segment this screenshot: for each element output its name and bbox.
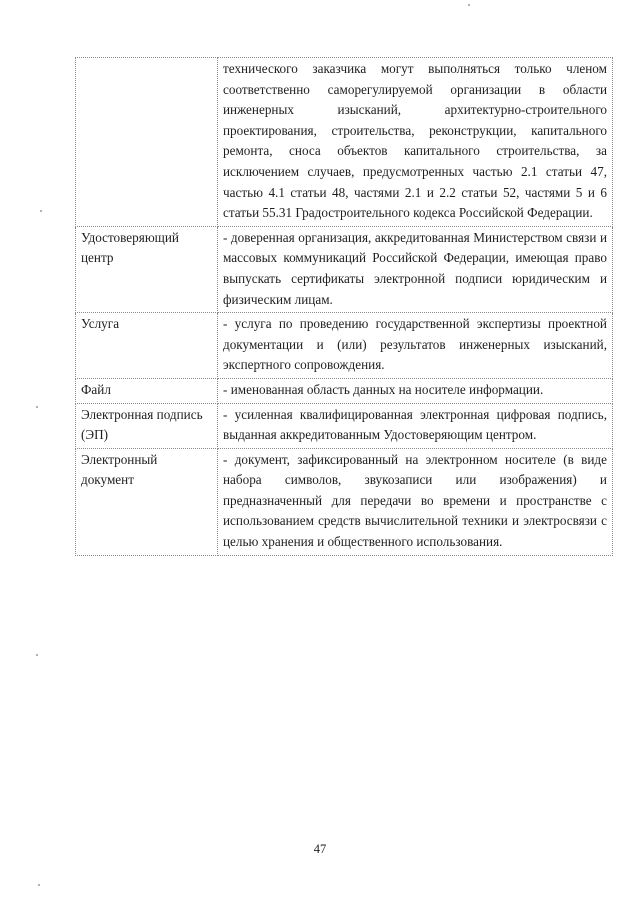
table-row [76, 313, 613, 379]
table-row [76, 226, 613, 312]
term-cell [76, 58, 218, 227]
term-cell: Услуга [76, 313, 218, 379]
scan-speck [468, 4, 470, 6]
definition-cell: - именованная область данных на носителе информации. [218, 378, 613, 403]
page-number: 47 [313, 842, 327, 856]
scan-speck [38, 884, 40, 886]
definition-cell: - документ, зафиксированный на электронном носителе (в виде набора символов, звукозаписи или изображения) и предназначенный для передачи во времени и пространстве с использованием средств вычислительной техники и электросвязи с целью хранения и общественного использования. [218, 448, 613, 555]
definition-cell: технического заказчика могут выполняться только членом соответственно саморегулируемой организации в области инженерных изысканий, архитектурно-строительного проектирования, строительства, реконструкции, капитального ремонта, сноса объектов капитального строительства, за исключением случаев, предусмотренных частью 2.1 статьи 47, частью 4.1 статьи 48, частями 2.1 и 2.2 статьи 52, частями 5 и 6 статьи 55.31 Градостроительного кодекса Российской Федерации. [218, 58, 613, 227]
table-row [76, 448, 613, 555]
scan-speck [36, 406, 38, 408]
definition-cell: - усиленная квалифицированная электронная цифровая подпись, выданная аккредитованным Удостоверяющим центром. [218, 403, 613, 448]
glossary-table [75, 57, 613, 556]
table-row [76, 403, 613, 448]
table-row [76, 58, 613, 227]
term-cell: Удостоверяющий центр [76, 226, 218, 312]
definition-cell: - услуга по проведению государственной экспертизы проектной документации и (или) результатов инженерных изысканий, экспертного сопровождения. [218, 313, 613, 379]
definition-cell: - доверенная организация, аккредитованная Министерством связи и массовых коммуникаций Российской Федерации, имеющая право выпускать сертификаты электронной подписи юридическим и физическим лицам. [218, 226, 613, 312]
term-cell: Электронный документ [76, 448, 218, 555]
scan-speck [36, 654, 38, 656]
table-row [76, 378, 613, 403]
term-cell: Электронная подпись (ЭП) [76, 403, 218, 448]
scan-speck [40, 210, 42, 212]
term-cell: Файл [76, 378, 218, 403]
